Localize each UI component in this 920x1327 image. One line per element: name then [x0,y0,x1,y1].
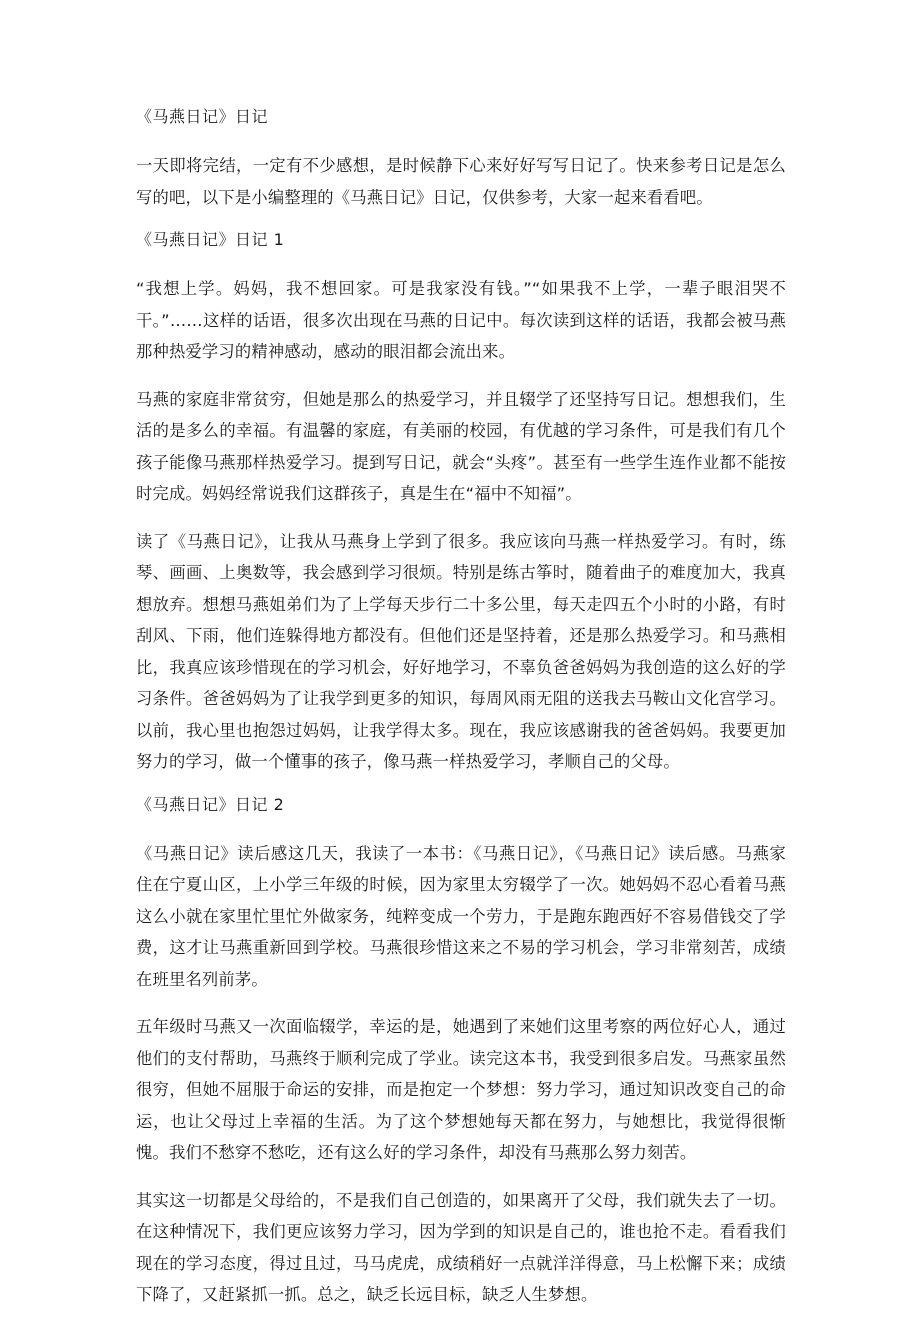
section-1-paragraph-1: “我想上学。妈妈，我不想回家。可是我家没有钱。”“如果我不上学，一辈子眼泪哭不干。”……这样的话语，很多次出现在马燕的日记中。每次读到这样的话语，我都会被马燕那种热爱学习的精神感动，感动的眼泪都会流出来。 [136,279,786,361]
section-2-paragraph-2: 五年级时马燕又一次面临辍学，幸运的是，她遇到了来她们这里考察的两位好心人，通过他们的支付帮助，马燕终于顺利完成了学业。读完这本书，我受到很多启发。马燕家虽然很穷，但她不屈服于命运的安排，而是抱定一个梦想：努力学习，通过知识改变自己的命运，也让父母过上幸福的生活。为了这个梦想她每天都在努力，与她想比，我觉得很惭愧。我们不愁穿不愁吃，还有这么好的学习条件，却没有马燕那么努力刻苦。 [136,1017,786,1162]
document-body [136,106,786,1327]
section-2-paragraph-3: 其实这一切都是父母给的，不是我们自己创造的，如果离开了父母，我们就失去了一切。在这种情况下，我们更应该努力学习，因为学到的知识是自己的，谁也抢不走。看看我们现在的学习态度，得过且过，马马虎虎，成绩稍好一点就洋洋得意，马上松懈下来；成绩下降了，又赶紧抓一抓。总之，缺乏长远目标，缺乏人生梦想。 [136,1190,786,1304]
section-heading: 《马燕日记》日记 2 [136,794,285,814]
section-heading: 《马燕日记》日记 1 [136,230,285,249]
section-1-paragraph-3: 读了《马燕日记》，让我从马燕身上学到了很多。我应该向马燕一样热爱学习。有时，练琴、画画、上奥数等，我会感到学习很烦。特别是练古筝时，随着曲子的难度加大，我真想放弃。想想马燕姐弟们为了上学每天步行二十多公里，每天走四五个小时的小路，有时刮风、下雨，他们连躲得地方都没有。但他们还是坚持着，还是那么热爱学习。和马燕相比，我真应该珍惜现在的学习机会，好好地学习，不辜负爸爸妈妈为我创造的这么好的学习条件。爸爸妈妈为了让我学到更多的知识，每周风雨无阻的送我去马鞍山文化宫学习。以前，我心里也抱怨过妈妈，让我学得太多。现在，我应该感谢我的爸爸妈妈。我要更加努力的学习，做一个懂事的孩子，像马燕一样热爱学习，孝顺自己的父母。 [136,531,786,771]
section-2-paragraph-1: 《马燕日记》读后感这几天，我读了一本书：《马燕日记》，《马燕日记》读后感。马燕家住在宁夏山区，上小学三年级的时候，因为家里太穷辍学了一次。她妈妈不忍心看着马燕这么小就在家里忙里忙外做家务，纯粹变成一个劳力，于是跑东跑西好不容易借钱交了学费，这才让马燕重新回到学校。马燕很珍惜这来之不易的学习机会，学习非常刻苦，成绩在班里名列前茅。 [136,843,786,989]
intro-paragraph: 一天即将完结，一定有不少感想，是时候静下心来好好写写日记了。快来参考日记是怎么写的吧，以下是小编整理的《马燕日记》日记，仅供参考，大家一起来看看吧。 [136,156,786,207]
section-1-paragraph-2: 马燕的家庭非常贫穷，但她是那么的热爱学习，并且辍学了还坚持写日记。想想我们，生活的是多么的幸福。有温馨的家庭，有美丽的校园，有优越的学习条件，可是我们有几个孩子能像马燕那样热爱学习。提到写日记，就会“头疼”。甚至有一些学生连作业都不能按时完成。妈妈经常说我们这群孩子，真是生在“福中不知福”。 [136,389,786,503]
document-title: 《马燕日记》日记 [136,107,269,126]
